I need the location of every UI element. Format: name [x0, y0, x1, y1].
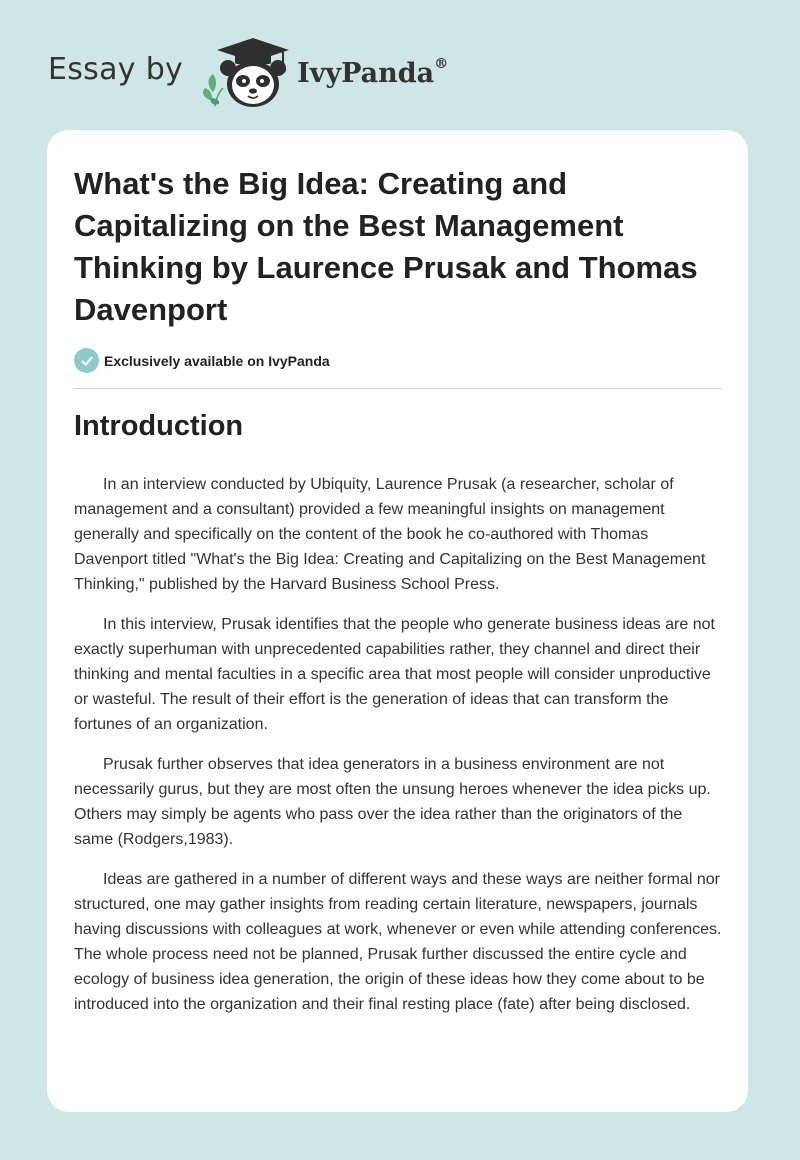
paragraph: Ideas are gathered in a number of different ways and these ways are neither formal nor structured, one may gather insights from reading certain literature, newspapers, journals having discussions with colleagues at work, whenever or even while attending conferences. The whole process need not be planned, Prusak further discussed the entire cycle and ecology of business idea generation, the origin of these ideas how they come about to be introduced into the organization and their final resting place (fate) after being disclosed. [74, 871, 722, 1013]
section-heading-introduction: Introduction [74, 410, 244, 442]
exclusive-badge [74, 348, 330, 373]
panda-graduate-icon [199, 34, 291, 110]
check-icon [74, 348, 99, 373]
paragraph: In an interview conducted by Ubiquity, Laurence Prusak (a researcher, scholar of management and a consultant) provided a few meaningful insights on management generally and specifically on the content of the book he co-authored with Thomas Davenport titled "What's the Big Idea: Creating and Capitalizing on the Best Management Thinking," published by the Harvard Business School Press. [74, 476, 706, 593]
exclusive-label: Exclusively available on IvyPanda [104, 352, 330, 369]
paragraph: Prusak further observes that idea generators in a business environment are not necessarily gurus, but they are most often the unsung heroes whenever the idea picks up. Others may simply be agents who pass over the idea rather than the originators of the same (Rodgers,1983). [74, 756, 711, 848]
essay-title: What's the Big Idea: Creating and Capitalizing on the Best Management Thinking by Laurence Prusak and Thomas Davenport [74, 166, 698, 327]
essay-body [74, 472, 724, 1032]
ivypanda-logo[interactable] [199, 34, 448, 110]
site-header [48, 34, 448, 110]
essay-card [47, 130, 748, 1112]
paragraph: In this interview, Prusak identifies that the people who generate business ideas are not exactly superhuman with unprecedented capabilities rather, they channel and direct their thinking and mental faculties in a specific area that most people will consider unproductive or wasteful. The result of their effort is the generation of ideas that can transform the fortunes of an organization. [74, 616, 715, 733]
registered-mark: ® [434, 55, 449, 72]
essay-by-label: Essay by [48, 51, 184, 87]
brand-name: IvyPanda® [297, 55, 449, 89]
title-divider [74, 388, 722, 389]
